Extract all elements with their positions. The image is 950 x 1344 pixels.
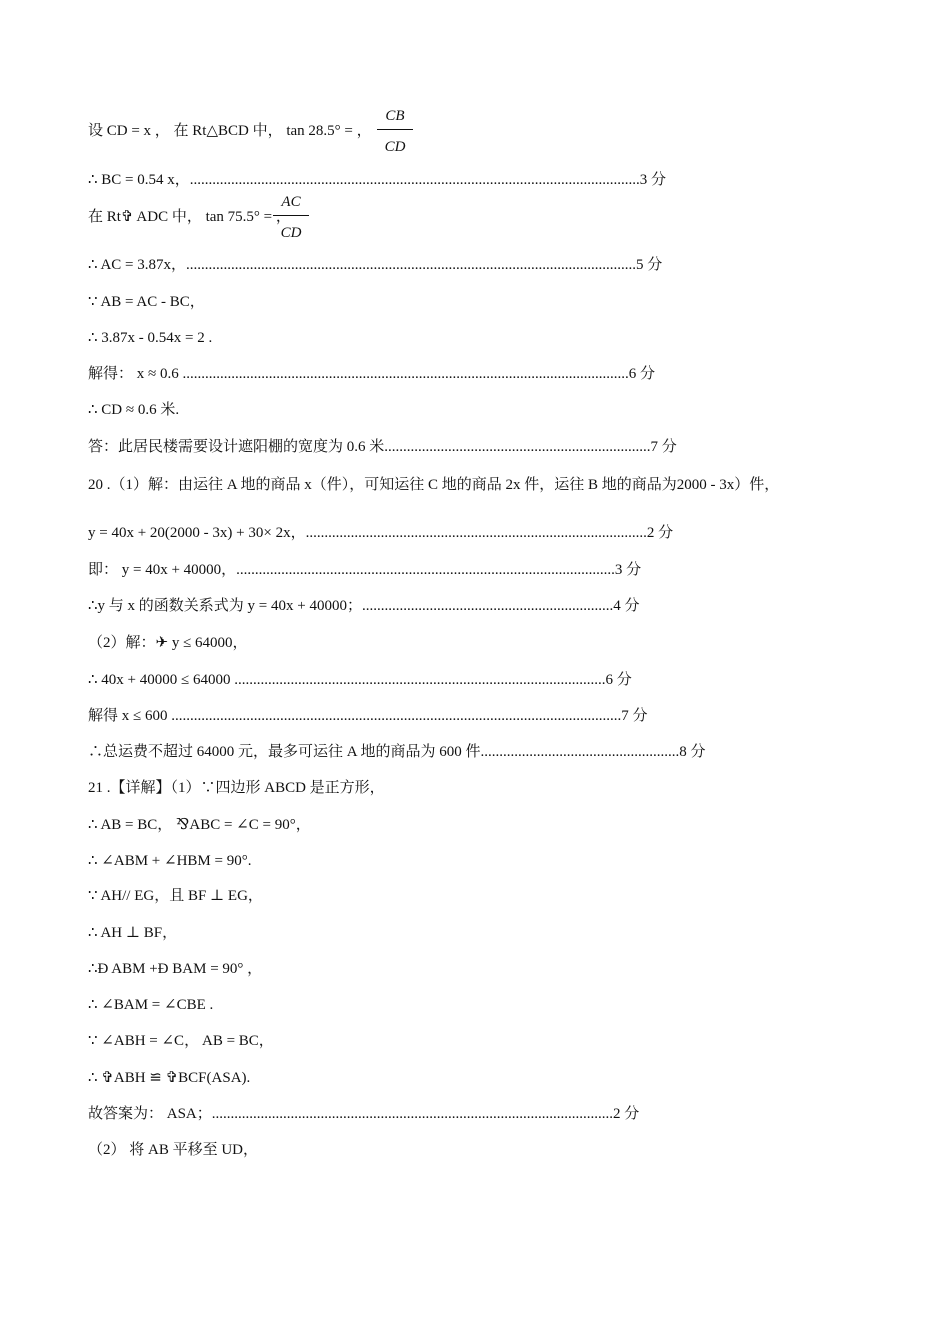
line-text: ∴ AB = BC， ⅋ABC = ∠C = 90°， [88,817,311,833]
solution-line-6 [88,363,950,385]
score-label: 6 分 [628,366,655,382]
solution-line-25 [88,1067,950,1089]
solution-line-9 [88,474,950,496]
fraction-numerator: AC [281,194,301,210]
leader-dots: .................................................................................................. [238,672,606,688]
solution-line-0 [88,120,950,142]
line-text: 解得： x ≈ 0.6 . [88,366,187,382]
solution-line-19 [88,850,950,872]
line-text: （2）解：✈ y ≤ 64000， [88,635,248,651]
solution-line-17 [88,777,950,799]
solution-line-7 [88,399,950,421]
line-text: ∴总运费不超过 64000 元，最多可运往 A 地的商品为 600 件. [88,744,485,760]
fraction-denominator: CD [280,225,302,241]
line-text: ∵ AB = AC - BC， [88,294,205,310]
score-label: 7 分 [621,708,648,724]
line-text: y = 40x + 20(2000 - 3x) + 30× 2x， [88,525,306,541]
solution-line-18 [88,814,950,836]
line-text: ∴y 与 x 的函数关系式为 y = 40x + 40000； [88,598,362,614]
solution-line-26 [88,1103,950,1125]
line-text: 设 CD = x ， 在 Rt△BCD 中， tan 28.5° = ， [88,123,372,139]
leader-dots: .................................................... [484,744,680,760]
line-text: 即： y = 40x + 40000， [88,562,237,578]
score-label: 8 分 [679,744,706,760]
solution-line-15 [88,705,950,727]
solution-line-3 [88,254,950,276]
solution-line-13 [88,632,950,654]
line-text: 20 .（1）解：由运往 A 地的商品 x（件），可知运往 C 地的商品 2x 件，运往 B 地的商品为2000 - 3x）件， [88,477,780,493]
solution-line-16 [88,741,950,763]
fraction-bar [377,129,413,130]
score-label: 7 分 [650,439,677,455]
score-label: 6 分 [605,672,632,688]
line-text: 解得 x ≤ 600 . [88,708,175,724]
solution-line-8 [88,436,950,458]
fraction-denominator: CD [384,139,406,155]
solution-line-14 [88,669,950,691]
line-text: ∴ CD ≈ 0.6 米. [88,402,180,418]
leader-dots: ...................................................................................................................... [186,366,629,382]
leader-dots: ........................................................................................................................ [186,257,637,273]
score-label: 5 分 [636,257,663,273]
line-text: ∴Ð ABM +Ð BAM = 90° ， [88,961,263,977]
leader-dots: ........................................................................................................... [211,1106,614,1122]
line-text: 故答案为： ASA； [88,1106,212,1122]
line-text: ∴ ∠ABM + ∠HBM = 90°. [88,853,252,869]
line-text: ∴ ✞ABH ≌ ✞BCF(ASA). [88,1070,251,1086]
line-text: ∴ AC = 3.87x， [88,257,187,273]
line-text: 在 Rt✞ ADC 中， tan 75.5° = ， [88,209,291,225]
line-text: ∴ AH ⊥ BF， [88,925,178,941]
line-text: ∵ AH// EG，且 BF ⊥ EG， [88,888,263,904]
solution-line-11 [88,559,950,581]
leader-dots: ....................................................................................................................... [174,708,622,724]
score-label: 4 分 [613,598,640,614]
line-text: ∴ 3.87x - 0.54x = 2 . [88,330,213,346]
score-label: 2 分 [646,525,674,541]
score-label: 2 分 [613,1106,640,1122]
line-text: ∴ BC = 0.54 x， [88,172,190,188]
solution-line-1 [88,169,950,191]
solution-line-4 [88,291,950,313]
fraction-bar [273,215,309,216]
solution-line-21 [88,922,950,944]
leader-dots: ..................................................................................................... [236,562,615,578]
leader-dots: ........................................................................................... [305,525,647,541]
solution-line-20 [88,885,950,907]
line-text: 答：此居民楼需要设计遮阳棚的宽度为 0.6 米. [88,439,389,455]
leader-dots: ................................................................... [361,598,614,614]
line-text: ∵ ∠ABH = ∠C， AB = BC， [88,1033,274,1049]
solution-line-5 [88,327,950,349]
line-text: ∴ 40x + 40000 ≤ 64000 . [88,672,238,688]
solution-line-27 [88,1139,950,1161]
solution-line-12 [88,595,950,617]
solution-line-2 [88,206,950,228]
score-label: 3 分 [639,172,667,188]
solution-line-22 [88,958,950,980]
line-text: （2） 将 AB 平移至 UD， [88,1142,259,1158]
solution-line-10 [88,522,950,544]
line-text: 21 .【详解】（1）∵四边形 ABCD 是正方形， [88,780,385,796]
line-text: ∴ ∠BAM = ∠CBE . [88,997,214,1013]
score-label: 3 分 [614,562,642,578]
leader-dots: ...................................................................... [388,439,651,455]
leader-dots: ........................................................................................................................ [189,172,640,188]
solution-line-24 [88,1030,950,1052]
fraction-numerator: CB [385,108,405,124]
solution-line-23 [88,994,950,1016]
